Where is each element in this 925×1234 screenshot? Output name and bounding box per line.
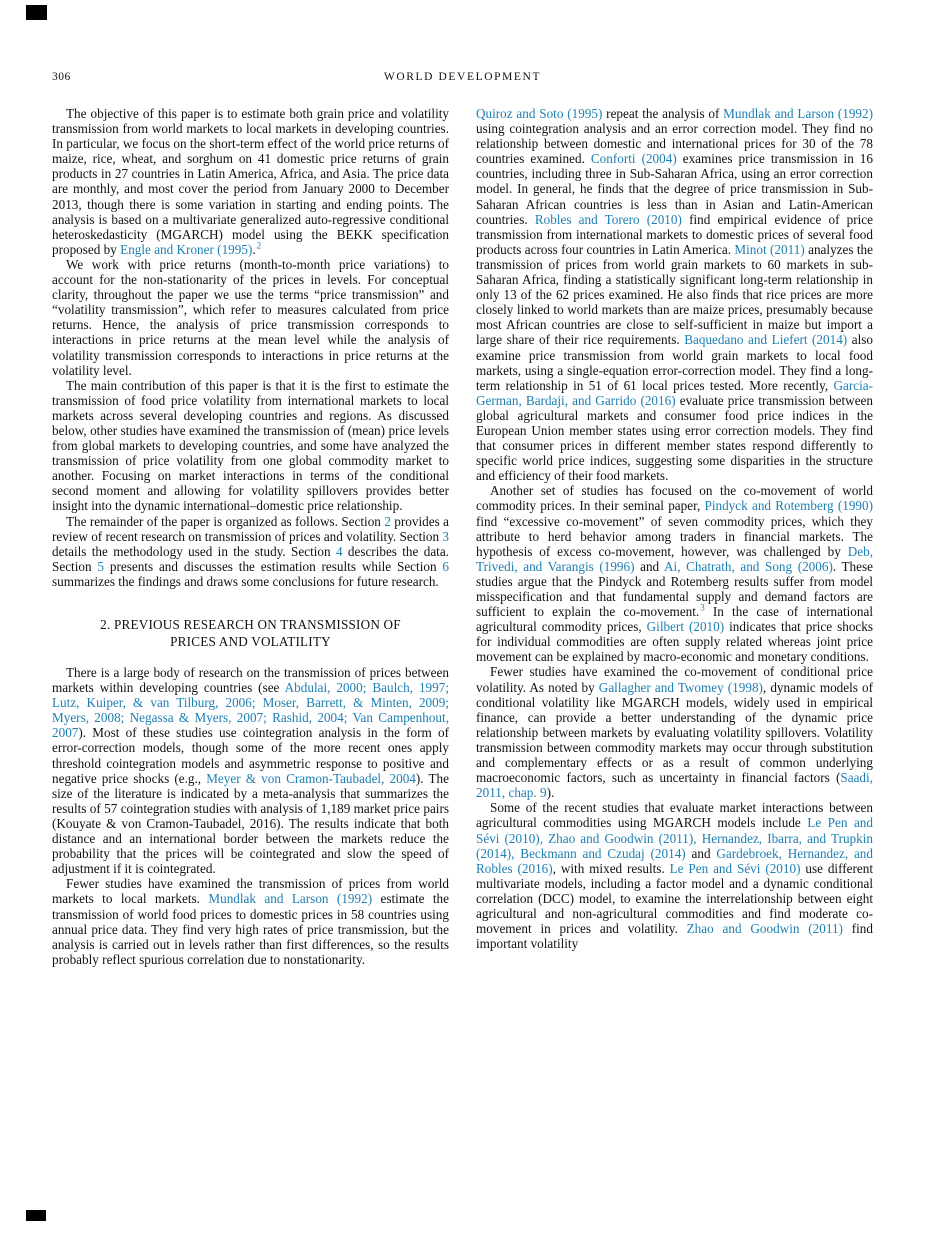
text-run: and: [634, 558, 664, 574]
text-run: . These studies argue that the Pindyck and Rotemberg results suffer from model misspecification and that fundamental supply and demand factors are sufficient to explain the co-movement.: [476, 558, 873, 620]
text-run: , dynamic models of conditional volatility like MGARCH models, widely used in empirical finance, can provide a better understanding of the dynamic price relationship between markets by evaluating volatility spillovers. Volatility transmission between commodity markets may occur through substitution and complementary effects or as a result of common underlying macroeconomic factors, such as uncertainty in financial factors (: [476, 679, 873, 786]
paragraph: [476, 800, 873, 951]
paragraph: [52, 514, 449, 589]
text-run: describes the data. Section: [52, 543, 449, 574]
two-column-body: [52, 106, 873, 967]
text-run: ).: [546, 785, 555, 801]
paragraph: [52, 665, 449, 876]
paragraph: [52, 106, 449, 257]
text-run: repeat the analysis of: [602, 106, 724, 121]
text-run: analyzes the transmission of prices from world grain markets to 60 markets in sub-Saharan Africa, finding a statistically significant long-term relationship in only 13 of the 62 prices examined. He also finds that rice prices are more closely linked to world markets than are maize prices, presumably because most African countries are close to self-sufficient in maize but import a large share of their rice requirements.: [476, 241, 873, 348]
paragraph: [52, 378, 449, 514]
left-column: [52, 106, 449, 967]
citation-link[interactable]: Robles and Torero (2010): [534, 211, 682, 227]
citation-link[interactable]: Le Pen and Sévi (2010): [669, 860, 801, 876]
footnote-ref[interactable]: 2: [256, 240, 262, 251]
text-run: The remainder of the paper is organized as follows. Section: [66, 513, 385, 529]
citation-link[interactable]: Garcia-German, Bardaji, and Garrido (2016): [476, 377, 873, 408]
text-run: find “excessive co-movement” of seven commodity prices, which they attribute to herd behavior among traders in financial markets. The hypothesis of excess co-movement, however, was challenged by: [476, 513, 873, 559]
text-run: details the methodology used in the study. Section: [52, 543, 336, 559]
text-run: In the case of international agricultural commodity prices,: [476, 604, 873, 635]
text-run: Some of the recent studies that evaluate market interactions between agricultural commodities using MGARCH models include: [476, 800, 873, 831]
section-link[interactable]: 2: [384, 513, 391, 529]
citation-link[interactable]: Engle and Kroner (1995): [120, 241, 253, 257]
citation-link[interactable]: Gallagher and Twomey (1998): [598, 679, 763, 695]
journal-title: WORLD DEVELOPMENT: [383, 71, 542, 83]
text-run: summarizes the findings and draws some conclusions for future research.: [52, 573, 439, 589]
text-run: The main contribution of this paper is that it is the first to estimate the transmission of food price volatility from international markets to local markets across several developing countries and regions. As discussed below, other studies have examined the transmission of (mean) price levels from global markets to developing countries, and some have analyzed the transmission of price volatility from one global commodity market to another. Focusing on market interactions in terms of the conditional second moment and allowing for volatility spillovers provides better insight into the dynamic international–domestic price relationship.: [52, 377, 449, 514]
section-link[interactable]: 6: [442, 558, 449, 574]
text-run: ). The size of the literature is indicated by a meta-analysis that summarizes the results of 57 cointegration studies with analysis of 1,189 market price pairs (Kouyate & von Cramon-Taubadel, 2016). The results indicate that both distance and an international border between the markets reduce the probability that the prices will be cointegrated and slow the speed of adjustment if it is cointegrated.: [52, 770, 449, 877]
paragraph: [476, 664, 873, 800]
right-column: [476, 106, 873, 967]
text-run: provides a review of recent research on transmission of prices and volatility. Section: [52, 513, 449, 544]
scan-mark-bottom: [26, 1210, 46, 1221]
text-run: There is a large body of research on the transmission of prices between markets within developing countries (see: [52, 665, 449, 696]
paragraph: [476, 106, 873, 483]
citation-link[interactable]: Quiroz and Soto (1995): [476, 106, 603, 121]
text-run: find important volatility: [476, 921, 873, 952]
citation-link[interactable]: Abdulai, 2000; Baulch, 1997; Lutz, Kuiper, & van Tilburg, 2006; Moser, Barrett, & Minten, 2009; Myers, 2008; Negassa & Myers, 2007; Rashid, 2004; Van Campenhout, 2007: [52, 680, 449, 741]
text-run: indicates that price shocks for individual commodities are often supply related whereas joint price movement can be explained by macro-economic and monetary conditions.: [476, 619, 874, 665]
text-run: presents and discusses the estimation results while Section: [104, 558, 443, 574]
citation-link[interactable]: Minot (2011): [734, 241, 805, 257]
citation-link[interactable]: Mundlak and Larson (1992): [208, 891, 373, 907]
text-run: also examine price transmission from world grain markets to local food markets, using a single-equation error-correction model. They find a long-term relationship in 51 of 61 local prices tested. More recently,: [476, 332, 873, 393]
paragraph: [52, 257, 449, 378]
text-run: The objective of this paper is to estimate both grain price and volatility transmission from world markets to local markets in developing countries. In particular, we focus on the short-term effect of the world price returns of maize, rice, wheat, and sorghum on 41 domestic price returns of grain products in 27 countries in Latin America, Africa, and Asia. The price data are monthly, and most cover the period from January 2000 to December 2013, though there is some variation in starting and ending points. The analysis is based on a multivariate generalized auto-regressive conditional heteroskedasticity (MGARCH) model using the BEKK specification proposed by: [52, 106, 449, 257]
text-run: Fewer studies have examined the transmission of prices from world markets to local markets.: [52, 876, 449, 907]
text-run: , with mixed results.: [552, 860, 670, 876]
section-link[interactable]: 4: [335, 543, 343, 559]
citation-link[interactable]: Le Pen and Sévi (2010), Zhao and Goodwin (2011), Hernandez, Ibarra, and Trupkin (2014), Beckmann and Czudaj (2014): [476, 815, 873, 861]
footnote-ref[interactable]: 3: [700, 602, 705, 613]
citation-link[interactable]: Mundlak and Larson (1992): [723, 106, 873, 121]
text-run: evaluate price transmission between global agricultural markets and consumer food price indices in the European Union member states using error correction models. They find that consumer prices in different member states respond differently to specific world price indices, suggesting some disparities in the structure and efficiency of their food markets.: [476, 392, 874, 484]
citation-link[interactable]: Deb, Trivedi, and Varangis (1996): [476, 543, 873, 574]
text-run: find empirical evidence of price transmission from international markets to domestic prices of several food products across four countries in Latin America.: [476, 211, 873, 257]
text-run: Another set of studies has focused on the co-movement of world commodity prices. In their seminal paper,: [476, 483, 873, 514]
citation-link[interactable]: Pindyck and Rotemberg (1990): [704, 498, 873, 514]
paragraph: [52, 876, 449, 967]
section-link[interactable]: 3: [442, 528, 449, 544]
text-run: examines price transmission in 16 countries, including three in Sub-Saharan Africa, using an error correction model. In general, he finds that the degree of price transmission in Sub-Saharan African countries is less than in Asian and Latin-American countries.: [476, 151, 873, 227]
text-run: estimate the transmission of world food prices to domestic prices in 58 countries using annual price data. They find very high rates of price transmission, but the analysis is carried out in levels rather than first differences, so the results probably reflect spurious correlation due to nonstationarity.: [52, 891, 449, 967]
text-run: using cointegration analysis and an error correction model. They find no relationship between domestic and international prices for 30 of the 78 countries examined.: [476, 121, 873, 167]
citation-link[interactable]: Zhao and Goodwin (2011): [686, 921, 843, 937]
text-run: .: [252, 241, 256, 257]
paragraph: [476, 483, 873, 664]
citation-link[interactable]: Saadi, 2011, chap. 9: [476, 770, 873, 801]
text-run: ). Most of these studies use cointegration analysis in the form of error-correction models, though some of the more recent ones apply threshold cointegration models and asymmetric response to positive and negative price shocks (e.g.,: [52, 725, 449, 786]
citation-link[interactable]: Conforti (2004): [590, 151, 677, 167]
text-run: We work with price returns (month-to-month price variations) to account for the non-stationarity of the prices in levels. For conceptual clarity, throughout the paper we use the terms “price transmission” and “volatility transmission”, which refer to measures calculated from price returns. Hence, the analysis of price transmission corresponds to interactions in price returns at the mean level while the analysis of volatility transmission corresponds to interactions in price returns at the volatility level.: [52, 256, 449, 378]
section-heading: 2. PREVIOUS RESEARCH ON TRANSMISSION OF PRICES AND VOLATILITY: [100, 617, 401, 649]
section-link[interactable]: 5: [97, 558, 105, 574]
citation-link[interactable]: Baquedano and Liefert (2014): [684, 332, 848, 348]
citation-link[interactable]: Gardebroek, Hernandez, and Robles (2016): [476, 845, 873, 876]
page-number: 306: [52, 71, 71, 83]
text-run: use different multivariate models, including a factor model and a dynamic conditional correlation (DCC) model, to examine the interrelationship between eight agricultural and non-agricultural commodities and find moderate co-movement in prices and volatility.: [476, 860, 873, 937]
text-run: and: [685, 845, 717, 861]
page-header: [52, 71, 873, 86]
citation-link[interactable]: Ai, Chatrath, and Song (2006): [664, 558, 833, 574]
scan-mark-top: [26, 5, 47, 20]
text-run: Fewer studies have examined the co-movement of conditional price volatility. As noted by: [476, 664, 873, 695]
citation-link[interactable]: Gilbert (2010): [646, 619, 725, 635]
citation-link[interactable]: Meyer & von Cramon-Taubadel, 2004: [206, 770, 416, 786]
